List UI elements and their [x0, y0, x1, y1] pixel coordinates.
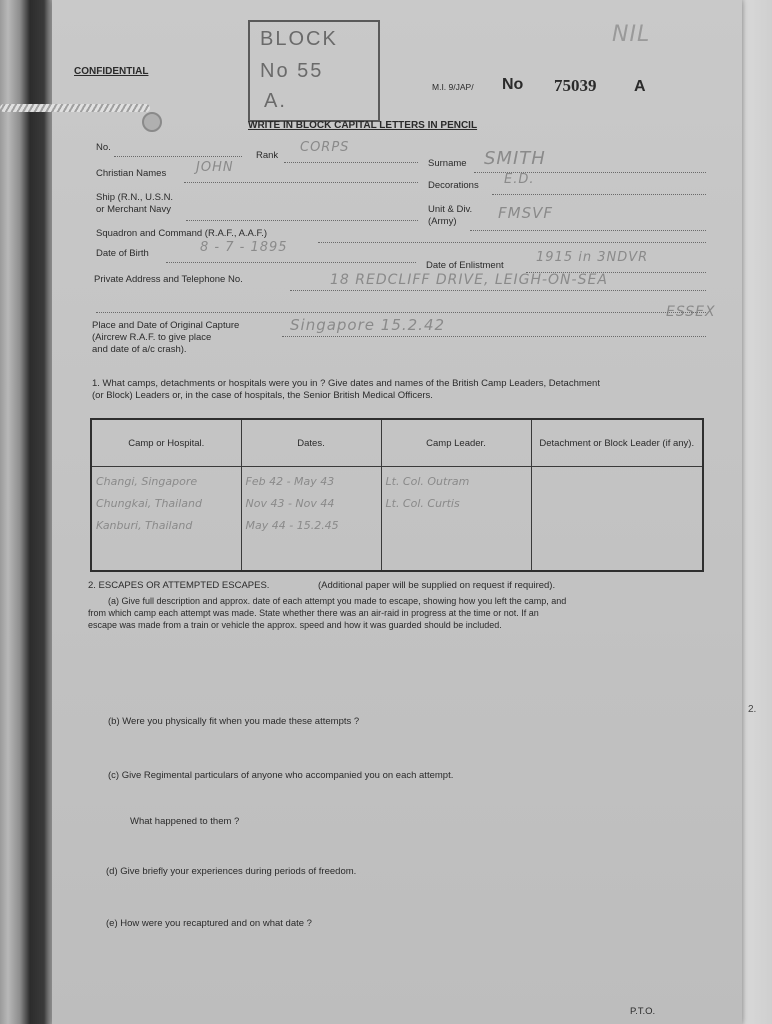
capture-label-1: Place and Date of Original Capture: [92, 320, 240, 331]
stamp-line-3: A.: [264, 90, 287, 112]
rank-value: CORPS: [300, 140, 350, 155]
rank-label: Rank: [256, 150, 279, 161]
block-stamp: [248, 20, 380, 122]
q1-line-1: 1. What camps, detachments or hospitals were you in ? Give dates and names of the British Camp Leaders, Detachment: [92, 378, 600, 389]
q2a-line-1: (a) Give full description and approx. date of each attempt you made to escape, showing how you left the camp, and: [108, 596, 567, 606]
table-row: [91, 467, 703, 572]
tag-string: [0, 104, 150, 112]
q2-title: 2. ESCAPES OR ATTEMPTED ESCAPES.: [88, 580, 270, 591]
address-line-2: [96, 312, 706, 313]
col-dates-header: Dates.: [241, 419, 381, 467]
form-ref: M.I. 9/JAP/: [432, 82, 474, 92]
camp-cell: Changi, Singapore Chungkai, Thailand Kanburi, Thailand: [91, 467, 241, 572]
stamp-line-2: No 55: [260, 60, 324, 82]
unit-value: FMSVF: [498, 204, 553, 222]
number-label: No: [502, 76, 524, 93]
corner-note: NIL: [612, 22, 651, 47]
serial-suffix: A: [634, 78, 646, 95]
dob-line: [166, 262, 416, 263]
camps-table: [90, 418, 704, 572]
address-line-1: [290, 290, 706, 291]
q2c-followup: What happened to them ?: [130, 816, 240, 827]
address-value-1: 18 REDCLIFF DRIVE, LEIGH-ON-SEA: [330, 272, 608, 288]
q2c: (c) Give Regimental particulars of anyone who accompanied you on each attempt.: [108, 770, 454, 781]
enlistment-label: Date of Enlistment: [426, 260, 504, 271]
no-label: No.: [96, 142, 111, 153]
leader-cell: Lt. Col. Outram Lt. Col. Curtis: [381, 467, 531, 572]
capture-line: [282, 336, 706, 337]
col-leader-header: Camp Leader.: [381, 419, 531, 467]
address-label: Private Address and Telephone No.: [94, 274, 243, 285]
capture-label-3: and date of a/c crash).: [92, 344, 187, 355]
q2d: (d) Give briefly your experiences during periods of freedom.: [106, 866, 357, 877]
q2a-line-2: from which camp each attempt was made. State whether there was an air-raid in progress at the time or not. If an: [88, 608, 539, 618]
dob-label: Date of Birth: [96, 248, 149, 259]
decorations-value: E.D.: [504, 172, 535, 187]
address-value-2: ESSEX: [666, 304, 716, 320]
q2e: (e) How were you recaptured and on what date ?: [106, 918, 312, 929]
q2-note: (Additional paper will be supplied on request if required).: [318, 580, 556, 591]
no-line: [114, 156, 242, 157]
detachment-cell: [531, 467, 703, 572]
squadron-line: [318, 242, 706, 243]
unit-line: [470, 230, 706, 231]
eyelet-icon: [142, 112, 162, 132]
capture-value: Singapore 15.2.42: [290, 316, 446, 334]
classification: CONFIDENTIAL: [74, 66, 149, 77]
squadron-label: Squadron and Command (R.A.F., A.A.F.): [96, 228, 268, 239]
folder-binding: [0, 0, 58, 1024]
q2b: (b) Were you physically fit when you made these attempts ?: [108, 716, 360, 727]
table-header-row: [91, 419, 703, 467]
christian-names-value: JOHN: [196, 160, 234, 175]
dob-value: 8 - 7 - 1895: [200, 240, 288, 255]
rank-line: [284, 162, 418, 163]
enlistment-value: 1915 in 3NDVR: [536, 250, 649, 265]
christian-names-line: [184, 182, 418, 183]
q1-line-2: (or Block) Leaders or, in the case of hospitals, the Senior British Medical Officers.: [92, 390, 433, 401]
capture-label-2: (Aircrew R.A.F. to give place: [92, 332, 212, 343]
instruction: WRITE IN BLOCK CAPITAL LETTERS IN PENCIL: [248, 120, 478, 131]
col-camp-header: Camp or Hospital.: [91, 419, 241, 467]
pto-label: P.T.O.: [630, 1006, 656, 1017]
surname-value: SMITH: [484, 148, 546, 169]
ship-line: [186, 220, 418, 221]
unit-label-1: Unit & Div.: [428, 204, 473, 215]
stamp-line-1: BLOCK: [260, 28, 338, 50]
margin-mark: 2.: [748, 704, 757, 715]
q2a-line-3: escape was made from a train or vehicle the approx. speed and how it was guarded should be included.: [88, 620, 502, 630]
ship-label-2: or Merchant Navy: [96, 204, 171, 215]
col-detachment-header: Detachment or Block Leader (if any).: [531, 419, 703, 467]
decorations-line: [492, 194, 706, 195]
serial-number: 75039: [554, 76, 597, 95]
surname-label: Surname: [428, 158, 467, 169]
dates-cell: Feb 42 - May 43 Nov 43 - Nov 44 May 44 - 15.2.45: [241, 467, 381, 572]
unit-label-2: (Army): [428, 216, 457, 227]
christian-names-label: Christian Names: [96, 168, 167, 179]
ship-label-1: Ship (R.N., U.S.N.: [96, 192, 174, 203]
decorations-label: Decorations: [428, 180, 479, 191]
